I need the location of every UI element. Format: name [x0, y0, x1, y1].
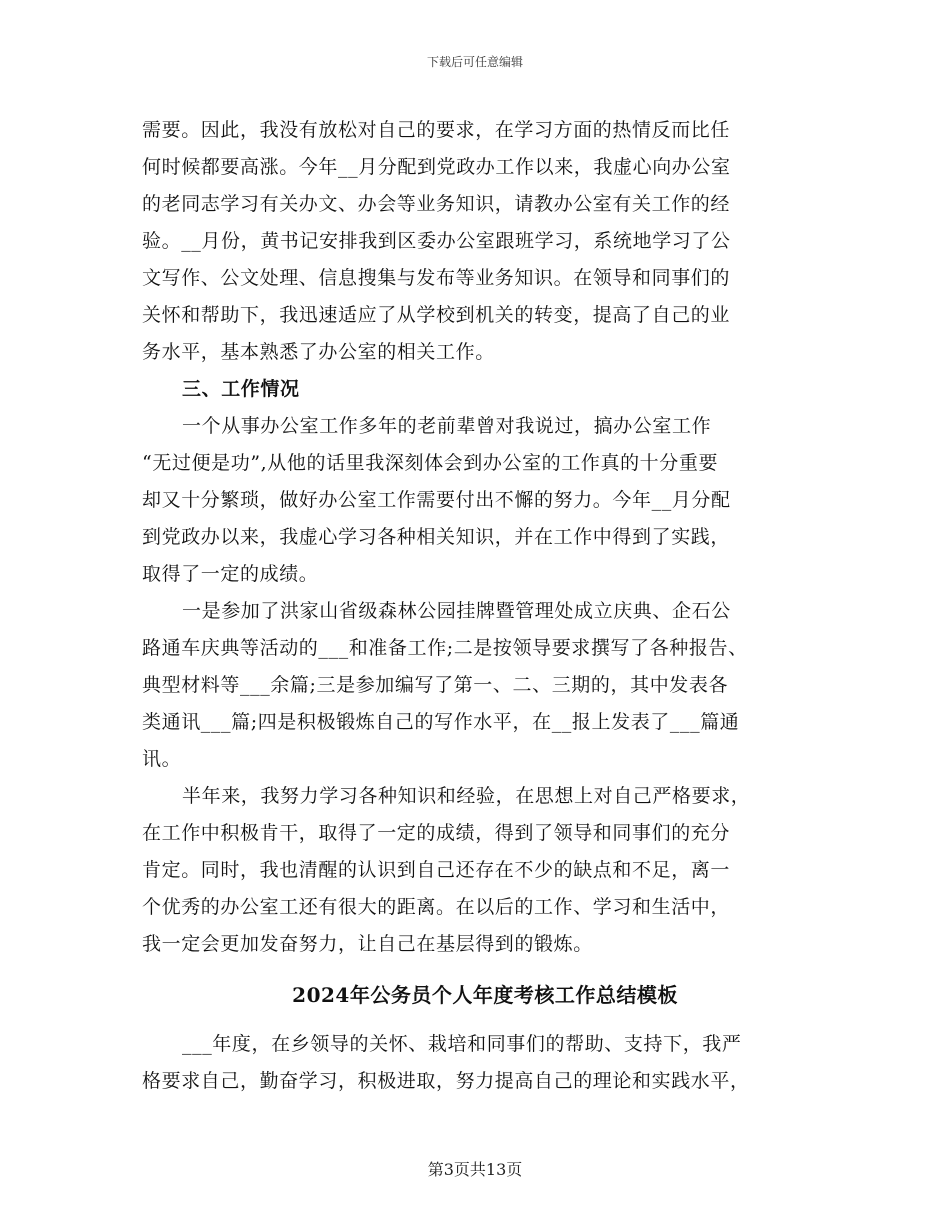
paragraph-1	[142, 408, 828, 593]
text-line: 验。__月份，黄书记安排我到区委办公室跟班学习，系统地学习了公	[142, 230, 731, 252]
text-line: 何时候都要高涨。今年__月分配到党政办工作以来，我虚心向办公室	[142, 156, 731, 178]
text-line: 取得了一定的成绩。	[142, 563, 319, 585]
text-line: 文写作、公文处理、信息搜集与发布等业务知识。在领导和同事们的	[142, 267, 731, 289]
text-line: 一个从事办公室工作多年的老前辈曾对我说过，搞办公室工作	[182, 415, 712, 437]
text-line: 路通车庆典等活动的___和准备工作;二是按领导要求撰写了各种报告、	[142, 637, 748, 659]
text-line: 到党政办以来，我虚心学习各种相关知识，并在工作中得到了实践，	[142, 526, 731, 548]
paragraph-2	[142, 593, 828, 778]
paragraph-3	[142, 778, 828, 963]
text-line: 个优秀的办公室工还有很大的距离。在以后的工作、学习和生活中，	[142, 896, 731, 918]
text-line: 一是参加了洪家山省级森林公园挂牌暨管理处成立庆典、企石公	[182, 600, 731, 622]
text-line: 关怀和帮助下，我迅速适应了从学校到机关的转变，提高了自己的业	[142, 304, 731, 326]
document-body	[142, 112, 828, 1100]
text-line: 典型材料等___余篇;三是参加编写了第一、二、三期的，其中发表各	[142, 674, 729, 696]
document-title: 2024年公务员个人年度考核工作总结模板	[292, 983, 678, 1007]
text-line: 我一定会更加发奋努力，让自己在基层得到的锻炼。	[142, 933, 593, 955]
section-heading: 三、工作情况	[182, 378, 300, 400]
text-line: 需要。因此，我没有放松对自己的要求，在学习方面的热情反而比任	[142, 119, 731, 141]
paragraph-4	[142, 1026, 828, 1100]
text-line: “无过便是功”,从他的话里我深刻体会到办公室的工作真的十分重要	[142, 452, 719, 474]
text-line: 格要求自己，勤奋学习，积极进取，努力提高自己的理论和实践水平，	[142, 1070, 750, 1092]
text-line: 在工作中积极肯干，取得了一定的成绩，得到了领导和同事们的充分	[142, 822, 731, 844]
text-line: 讯。	[142, 748, 182, 770]
text-line: 务水平，基本熟悉了办公室的相关工作。	[142, 341, 495, 363]
text-line: 却又十分繁琐，做好办公室工作需要付出不懈的努力。今年__月分配	[142, 489, 731, 511]
paragraph-continued	[142, 112, 828, 371]
header-note: 下载后可任意编辑	[426, 55, 523, 69]
page-number: 第3页共13页	[427, 1160, 523, 1179]
text-line: 的老同志学习有关办文、办会等业务知识，请教办公室有关工作的经	[142, 193, 731, 215]
text-line: ___年度，在乡领导的关怀、栽培和同事们的帮助、支持下，我严	[182, 1033, 742, 1055]
text-line: 类通讯___篇;四是积极锻炼自己的写作水平，在__报上发表了___篇通	[142, 711, 740, 733]
text-line: 半年来，我努力学习各种知识和经验，在思想上对自己严格要求，	[182, 785, 751, 807]
text-line: 肯定。同时，我也清醒的认识到自己还存在不少的缺点和不足，离一	[142, 859, 731, 881]
